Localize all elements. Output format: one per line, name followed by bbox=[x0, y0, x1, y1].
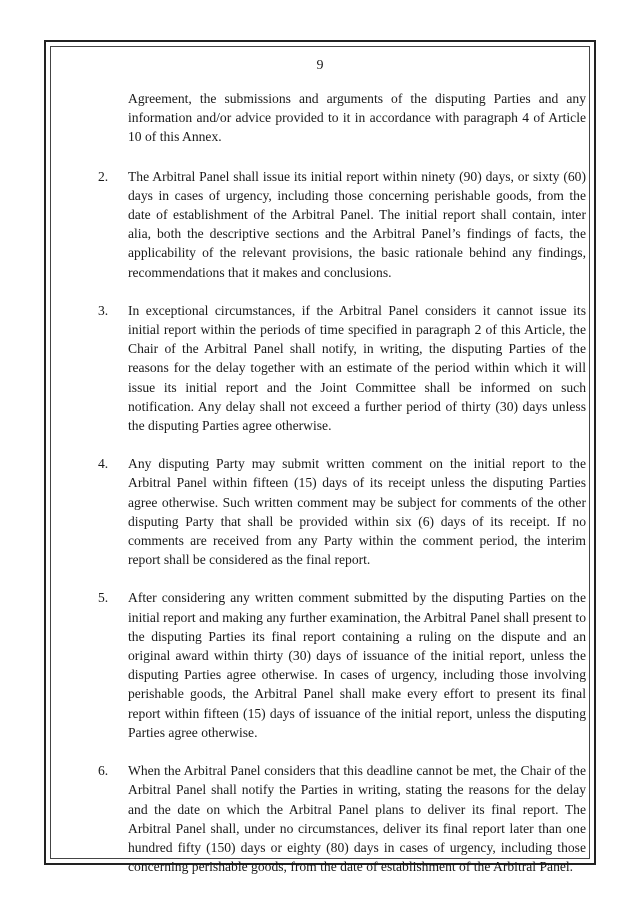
paragraph-text: When the Arbitral Panel considers that this deadline cannot be met, the Chair of the Arbitral Panel shall notify the Parties in writing, stating the reasons for the delay and the date on which the Arbitral Panel plans to deliver its final report. The Arbitral Panel shall, under no circumstances, deliver its final report later than one hundred fifty (150) days or eighty (80) days in cases of urgency, including those concerning perishable goods, from the date of establishment of the Arbitral Panel. bbox=[128, 763, 586, 875]
page-number: 9 bbox=[316, 58, 324, 73]
paragraph-4 bbox=[94, 454, 590, 569]
paragraph-number: 3. bbox=[98, 302, 109, 318]
paragraph-6 bbox=[94, 761, 590, 876]
paragraph-number: 5. bbox=[98, 590, 109, 606]
paragraph-text: The Arbitral Panel shall issue its initial report within ninety (90) days, or sixty (60) days in cases of urgency, including those concerning perishable goods, from the date of establishment of the Arbitral Panel. The initial report shall contain, inter alia, both the descriptive sections and the Arbitral Panel’s findings of facts, the applicability of the relevant provisions, the basic rationale behind any findings, recommendations that it makes and conclusions. bbox=[128, 168, 586, 280]
paragraph-continuation bbox=[94, 89, 590, 147]
paragraph-3 bbox=[94, 301, 590, 435]
paragraph-number: 4. bbox=[98, 456, 109, 472]
paragraph-text: In exceptional circumstances, if the Arbitral Panel considers it cannot issue its initial report within the periods of time specified in paragraph 2 of this Article, the Chair of the Arbitral Panel shall notify, in writing, the disputing Parties of the reasons for the delay together with an estimate of the period within which it will issue its initial report and the Joint Committee shall be informed on such notification. Any delay shall not exceed a further period of thirty (30) days unless the disputing Parties agree otherwise. bbox=[128, 302, 586, 434]
paragraph-text: After considering any written comment submitted by the disputing Parties on the initial report and making any further examination, the Arbitral Panel shall present to the disputing Parties its final report containing a ruling on the dispute and an original award within thirty (30) days of issuance of the initial report, unless the disputing Parties agree otherwise. In cases of urgency, including those involving perishable goods, the Arbitral Panel shall make every effort to present its final report within fifteen (15) days of issuance of the initial report, unless the disputing Parties agree otherwise. bbox=[128, 590, 586, 740]
paragraph-number: 2. bbox=[98, 168, 109, 184]
paragraph-number bbox=[94, 89, 128, 147]
paragraph-2 bbox=[94, 167, 590, 282]
paragraph-text: Any disputing Party may submit written comment on the initial report to the Arbitral Panel within fifteen (15) days of its receipt unless the disputing Parties agree otherwise. Such written comment may be subject for comments of the other disputing Party that shall be provided within six (6) days of its receipt. If no comments are received from any Party within the comment period, the interim report shall be considered as the final report. bbox=[128, 456, 586, 568]
paragraph-text: Agreement, the submissions and arguments of the disputing Parties and any information and/or advice provided to it in accordance with paragraph 4 of Article 10 of this Annex. bbox=[128, 91, 586, 145]
document-body bbox=[94, 89, 590, 895]
paragraph-number: 6. bbox=[98, 763, 109, 779]
paragraph-5 bbox=[94, 588, 590, 742]
